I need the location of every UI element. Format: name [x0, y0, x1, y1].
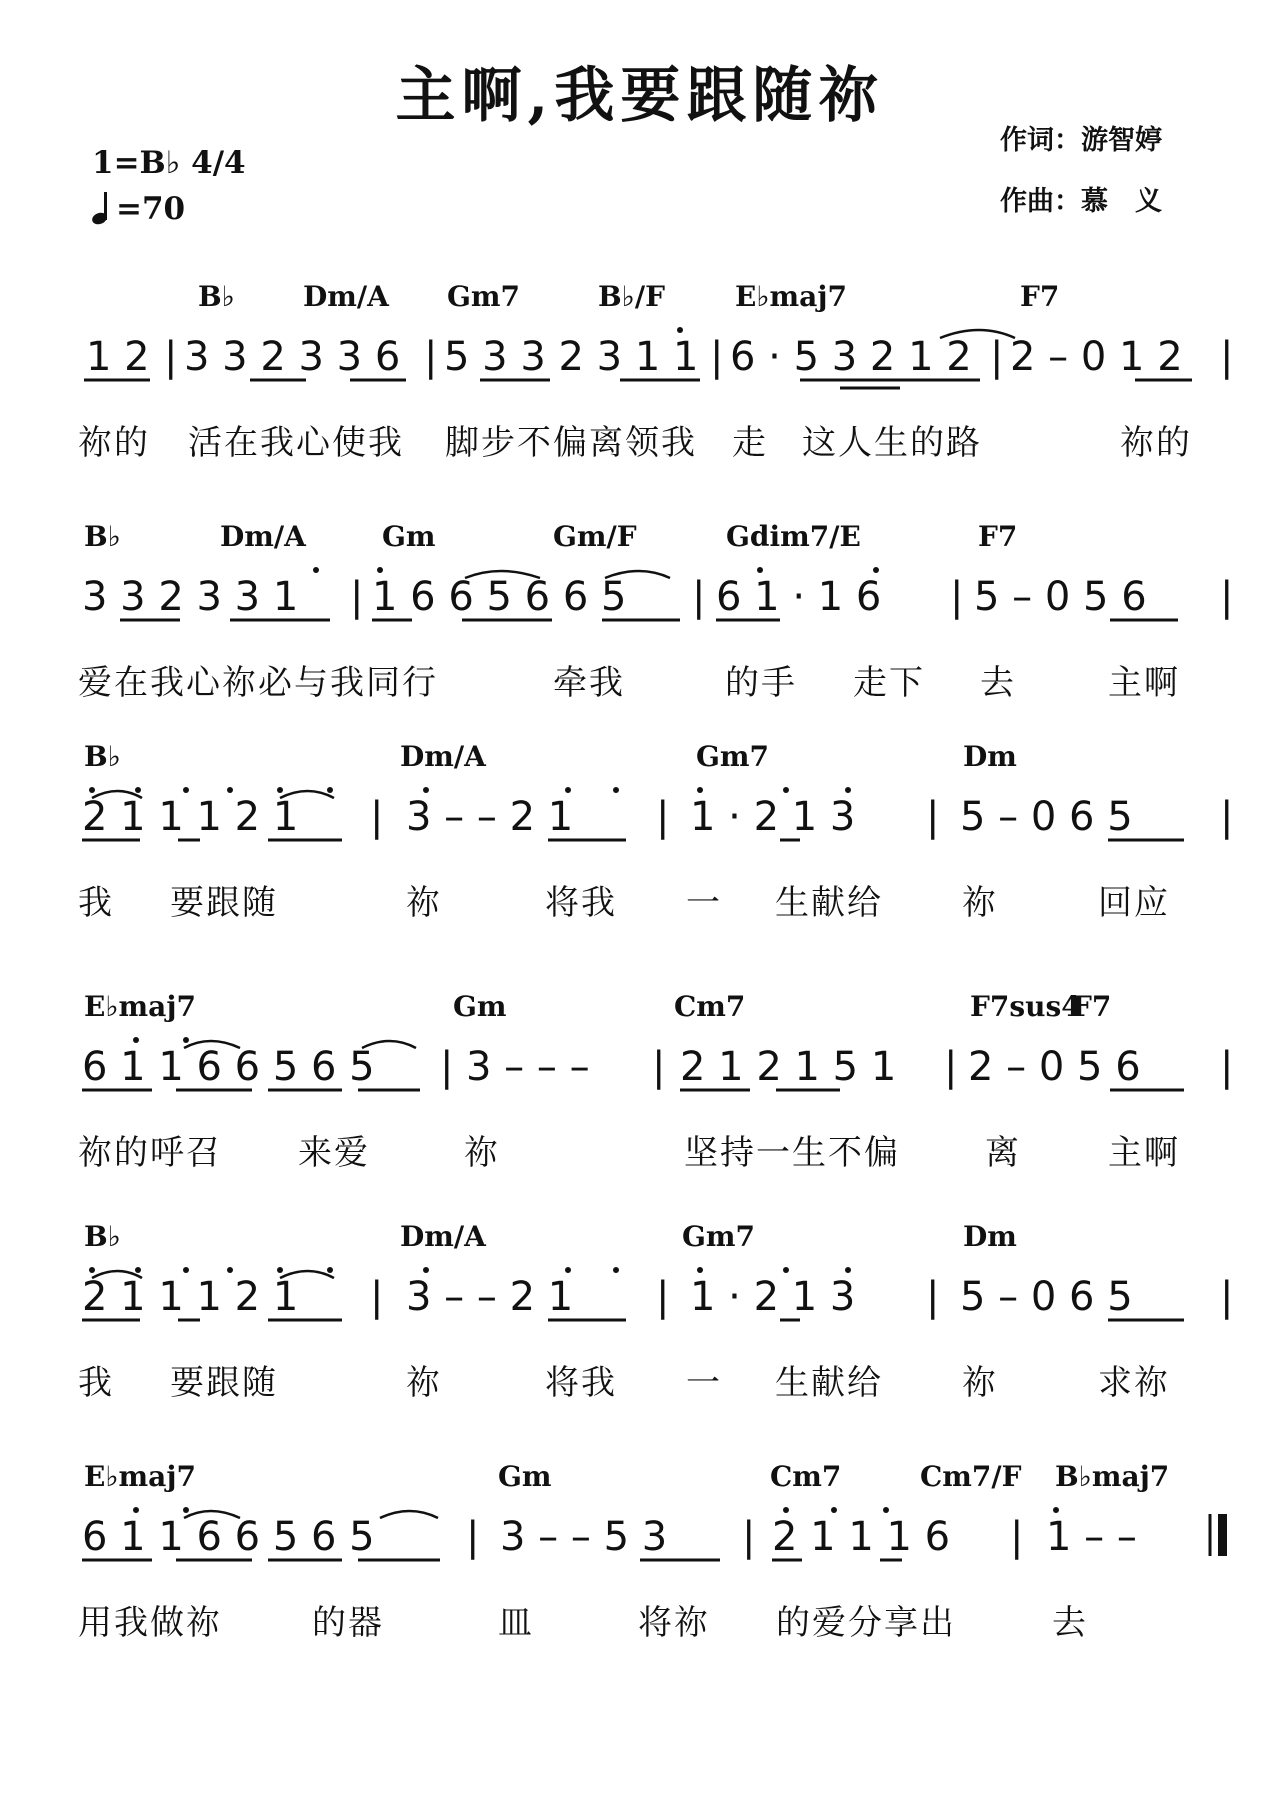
chord-symbol: B♭/F [598, 280, 665, 313]
lyric: 去 [1052, 1603, 1088, 1643]
jianpu-notation [80, 1028, 1234, 1118]
notation-staff [80, 778, 1234, 868]
lyric: 牵我 [553, 663, 625, 703]
chord-symbol: Gm/F [553, 520, 637, 553]
chord-symbol: Gm7 [447, 280, 521, 313]
jianpu-notation [80, 778, 1234, 868]
lyric: 一 [686, 883, 722, 923]
chord-symbol: Dm [963, 1220, 1017, 1253]
svg-text:1 6 6 5 6 6 5: 1 6 6 5 6 6 5 [372, 574, 627, 620]
svg-text:|: | [926, 1274, 940, 1320]
lyric: 活在我心使我 [188, 423, 404, 463]
svg-text:|: | [926, 794, 940, 840]
notation-staff [80, 1028, 1234, 1118]
chord-row [0, 280, 1280, 320]
svg-text:|: | [440, 1044, 454, 1090]
lyric: 来爱 [298, 1133, 370, 1173]
svg-text:5 3 3 2 3 1 1: 5 3 3 2 3 1 1 [444, 334, 699, 380]
svg-text:3 – – 2 1: 3 – – 2 1 [406, 1274, 574, 1320]
chord-symbol: Dm [963, 740, 1017, 773]
tempo-marking [92, 191, 246, 227]
chord-symbol: Gm [498, 1460, 552, 1493]
svg-text:2 1 1 1 6: 2 1 1 1 6 [772, 1514, 951, 1560]
jianpu-notation [80, 1258, 1234, 1348]
lyric: 的器 [312, 1603, 384, 1643]
jianpu-notation [80, 318, 1234, 408]
lyric: 求祢 [1098, 1363, 1170, 1403]
chord-symbol: Cm7 [770, 1460, 842, 1493]
svg-text:|: | [944, 1044, 958, 1090]
chord-symbol: Gm [382, 520, 436, 553]
lyric: 祢的呼召 [78, 1133, 222, 1173]
chord-symbol: Gm7 [682, 1220, 756, 1253]
score-system-6 [0, 1460, 1280, 1680]
quarter-note-icon [92, 192, 110, 226]
song-meta [92, 145, 246, 237]
lyric: 祢 [962, 1363, 998, 1403]
chord-symbol: Dm/A [400, 740, 486, 773]
svg-text:1 · 2 1 3: 1 · 2 1 3 [690, 1274, 856, 1320]
svg-text:2 1 2 1 5 1: 2 1 2 1 5 1 [680, 1044, 897, 1090]
lyric: 走下 [853, 663, 925, 703]
svg-text:1 2: 1 2 [86, 334, 150, 380]
notation-staff [80, 318, 1234, 408]
lyric: 祢 [406, 883, 442, 923]
svg-text:|: | [424, 334, 438, 380]
lyric: 的手 [725, 663, 797, 703]
chord-row [0, 990, 1280, 1030]
svg-text:5 – 0 6 5: 5 – 0 6 5 [960, 1274, 1133, 1320]
svg-text:|: | [1220, 574, 1234, 620]
svg-text:|: | [656, 1274, 670, 1320]
chord-row [0, 1460, 1280, 1500]
svg-text:1 – –: 1 – – [1046, 1514, 1137, 1560]
svg-text:|: | [1010, 1514, 1024, 1560]
chord-symbol: Dm/A [220, 520, 306, 553]
svg-text:|: | [466, 1514, 480, 1560]
svg-text:2 – 0 1 2: 2 – 0 1 2 [1010, 334, 1183, 380]
svg-text:|: | [742, 1514, 756, 1560]
lyric: 的爱分享出 [776, 1603, 956, 1643]
svg-text:3 – – 5 3: 3 – – 5 3 [500, 1514, 668, 1560]
svg-text:6 1 · 1 6: 6 1 · 1 6 [716, 574, 882, 620]
lyric-row [0, 415, 1280, 465]
lyric: 我 [78, 1363, 114, 1403]
lyric: 坚持一生不偏 [684, 1133, 900, 1173]
notation-staff [80, 558, 1234, 648]
svg-text:3 3 2 3 3 6: 3 3 2 3 3 6 [184, 334, 401, 380]
svg-text:6 1 1 6 6 5 6 5: 6 1 1 6 6 5 6 5 [82, 1044, 375, 1090]
chord-symbol: F7 [978, 520, 1018, 553]
svg-text:|: | [1220, 1274, 1234, 1320]
chord-symbol: B♭ [198, 280, 235, 313]
jianpu-notation [80, 558, 1234, 648]
chord-symbol: Gm [453, 990, 507, 1023]
lyric: 走 [732, 423, 768, 463]
chord-symbol: Dm/A [400, 1220, 486, 1253]
chord-symbol: Cm7/F [920, 1460, 1022, 1493]
svg-text:|: | [990, 334, 1004, 380]
chord-symbol: F7sus4 [970, 990, 1081, 1023]
lyric-row [0, 1355, 1280, 1405]
lyric: 回应 [1098, 883, 1170, 923]
lyric: 将我 [545, 1363, 617, 1403]
svg-text:|: | [652, 1044, 666, 1090]
lyric-row [0, 655, 1280, 705]
chord-row [0, 520, 1280, 560]
svg-text:|: | [710, 334, 724, 380]
lyric: 主啊 [1108, 1133, 1180, 1173]
svg-text:5 – 0 5 6: 5 – 0 5 6 [974, 574, 1147, 620]
lyric: 祢 [464, 1133, 500, 1173]
lyric: 脚步不偏离领我 [445, 423, 697, 463]
lyric: 用我做祢 [78, 1603, 222, 1643]
svg-text:|: | [1220, 1044, 1234, 1090]
chord-symbol: B♭ [84, 520, 121, 553]
chord-symbol: Cm7 [674, 990, 746, 1023]
lyric: 皿 [498, 1603, 534, 1643]
lyric: 祢 [406, 1363, 442, 1403]
svg-text:3 3 2 3 3 1: 3 3 2 3 3 1 [82, 574, 299, 620]
lyric: 离 [985, 1133, 1021, 1173]
lyric: 主啊 [1108, 663, 1180, 703]
svg-text:|: | [692, 574, 706, 620]
lyric-row [0, 1595, 1280, 1645]
svg-text:|: | [164, 334, 178, 380]
lyric: 爱在我心祢必与我同行 [78, 663, 438, 703]
page-title: 主啊,我要跟随祢 [395, 61, 885, 131]
svg-text:6 · 5 3 2 1 2: 6 · 5 3 2 1 2 [730, 334, 972, 380]
chord-symbol: E♭maj7 [735, 280, 847, 313]
notation-staff [80, 1258, 1234, 1348]
lyric: 生献给 [775, 1363, 883, 1403]
svg-text:1 · 2 1 3: 1 · 2 1 3 [690, 794, 856, 840]
score-system-3 [0, 740, 1280, 960]
notation-staff [80, 1498, 1230, 1588]
chord-row [0, 1220, 1280, 1260]
chord-symbol: Gm7 [696, 740, 770, 773]
chord-symbol: F7 [1020, 280, 1060, 313]
lyric-row [0, 1125, 1280, 1175]
chord-symbol: Dm/A [303, 280, 389, 313]
svg-text:|: | [370, 1274, 384, 1320]
chord-symbol: B♭maj7 [1055, 1460, 1170, 1493]
tempo-value: =70 [116, 191, 186, 227]
svg-text:|: | [950, 574, 964, 620]
jianpu-notation [80, 1498, 1230, 1588]
chord-symbol: E♭maj7 [84, 990, 196, 1023]
svg-text:5 – 0 6 5: 5 – 0 6 5 [960, 794, 1133, 840]
svg-text:|: | [1220, 334, 1234, 380]
score-system-5 [0, 1220, 1280, 1440]
svg-text:|: | [1220, 794, 1234, 840]
svg-text:2 1 1 1 2 1: 2 1 1 1 2 1 [82, 1274, 299, 1320]
svg-text:2 – 0 5 6: 2 – 0 5 6 [968, 1044, 1141, 1090]
credits [1000, 118, 1162, 240]
chord-symbol: F7 [1072, 990, 1112, 1023]
score-system-2 [0, 520, 1280, 740]
lyric: 祢的 [1120, 423, 1192, 463]
lyric: 去 [980, 663, 1016, 703]
lyric: 这人生的路 [802, 423, 982, 463]
score-system-1 [0, 280, 1280, 500]
lyric: 一 [686, 1363, 722, 1403]
lyric: 将我 [545, 883, 617, 923]
svg-text:|: | [350, 574, 364, 620]
chord-symbol: Gdim7/E [726, 520, 861, 553]
chord-symbol: B♭ [84, 1220, 121, 1253]
svg-text:3 – – 2 1: 3 – – 2 1 [406, 794, 574, 840]
svg-text:|: | [656, 794, 670, 840]
lyricist: 作词：游智婷 [1000, 125, 1162, 156]
lyric-row [0, 875, 1280, 925]
composer: 作曲：慕 义 [1000, 186, 1162, 217]
svg-text:|: | [370, 794, 384, 840]
chord-symbol: B♭ [84, 740, 121, 773]
svg-text:3 – – –: 3 – – – [466, 1044, 590, 1090]
chord-row [0, 740, 1280, 780]
lyric: 将祢 [638, 1603, 710, 1643]
lyric: 祢的 [78, 423, 150, 463]
lyric: 祢 [962, 883, 998, 923]
lyric: 要跟随 [170, 883, 278, 923]
lyric: 我 [78, 883, 114, 923]
lyric: 生献给 [775, 883, 883, 923]
lyric: 要跟随 [170, 1363, 278, 1403]
svg-text:6 1 1 6 6 5 6 5: 6 1 1 6 6 5 6 5 [82, 1514, 375, 1560]
key-signature: 1=B♭ 4/4 [92, 145, 246, 181]
score-system-4 [0, 990, 1280, 1210]
chord-symbol: E♭maj7 [84, 1460, 196, 1493]
svg-text:2 1 1 1 2 1: 2 1 1 1 2 1 [82, 794, 299, 840]
